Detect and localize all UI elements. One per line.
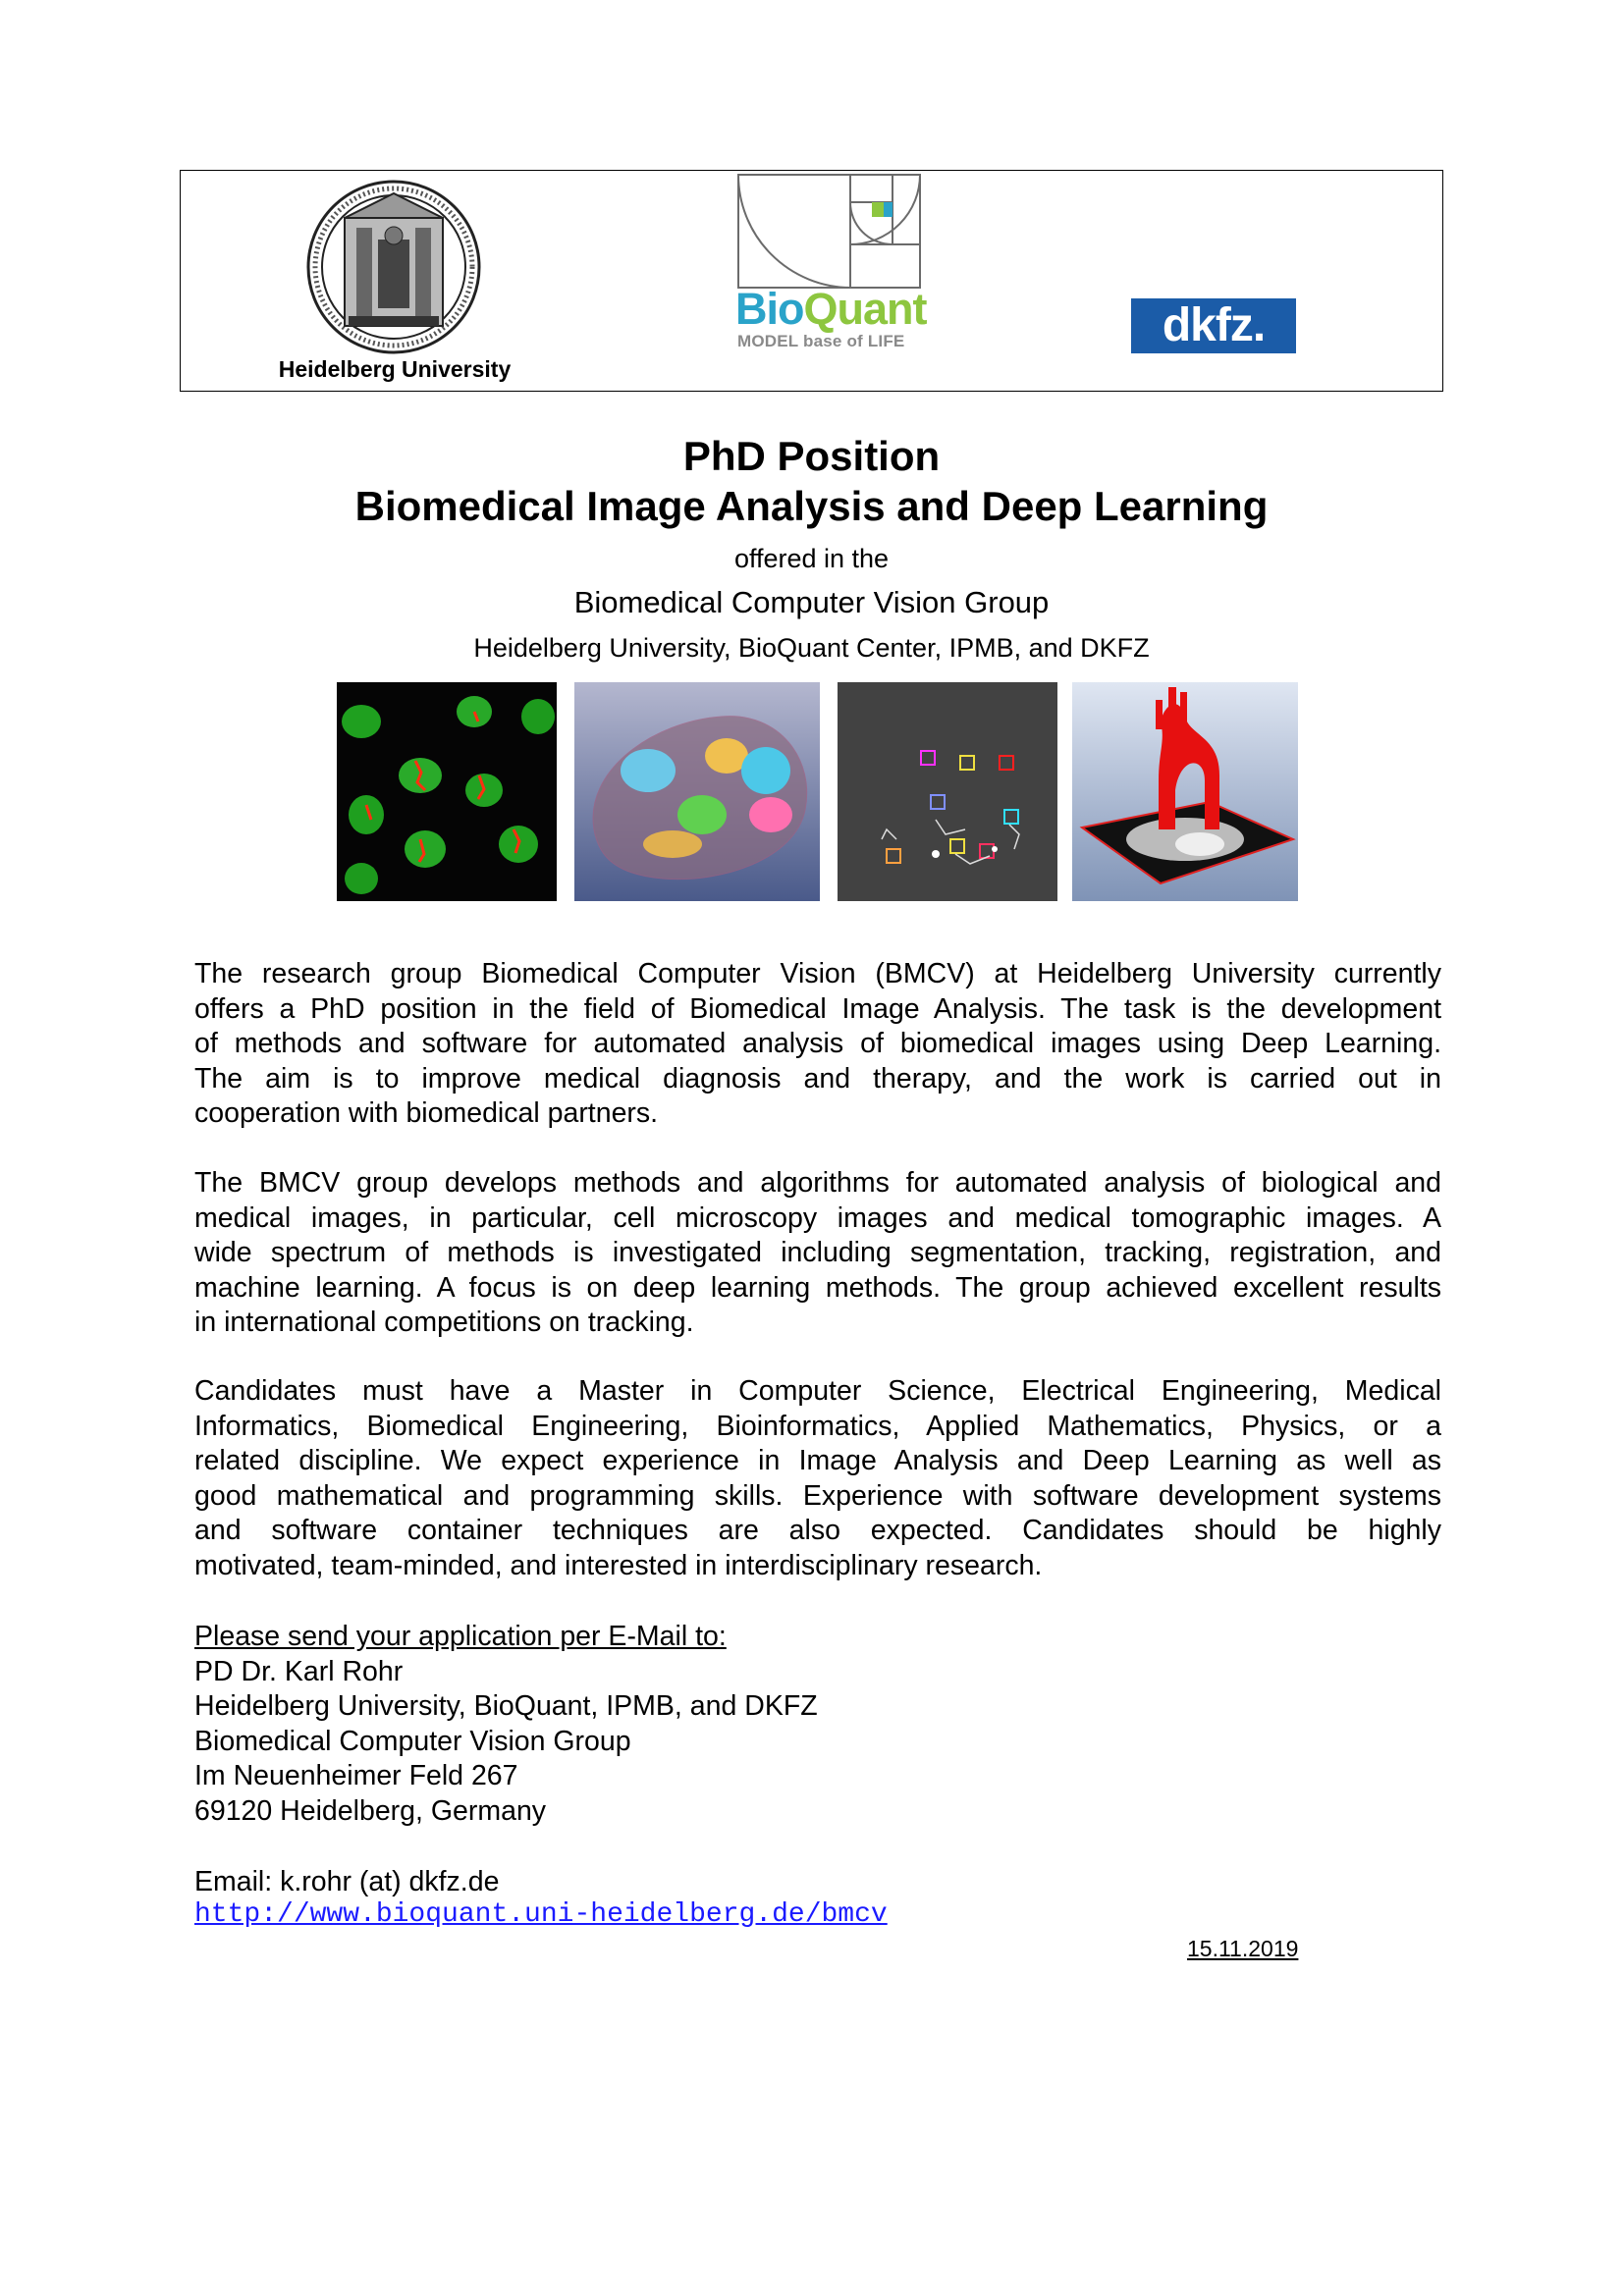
bioquant-wordmark: BioQuant bbox=[735, 284, 927, 334]
contact-street: Im Neuenheimer Feld 267 bbox=[194, 1760, 518, 1791]
cell-nuclei-image bbox=[337, 682, 557, 901]
title-line-2: Biomedical Image Analysis and Deep Learning bbox=[354, 483, 1269, 529]
paragraph-group: The BMCV group develops methods and algorithms for automated analysis of biological and medical images, in particular, cell microscopy images and medical tomographic images. A wide spectrum of methods is investigated including segmentation, tracking, registration, and machine learning. A focus is on deep learning methods. The group achieved excellent results in international competitions on tracking. bbox=[194, 1167, 1441, 1338]
aorta-3d-reconstruction-image bbox=[1072, 682, 1298, 901]
contact-institution: Heidelberg University, BioQuant, IPMB, and DKFZ bbox=[194, 1690, 818, 1722]
group-name: Biomedical Computer Vision Group bbox=[573, 585, 1050, 619]
offered-text: offered in the bbox=[733, 544, 890, 573]
paragraph-intro: The research group Biomedical Computer Vision (BMCV) at Heidelberg University currently offers a PhD position in the field of Biomedical Image Analysis. The task is the development of methods and software for automated analysis of biomedical images using Deep Learning. The aim is to improve medical diagnosis and therapy, and the work is carried out in cooperation with biomedical partners. bbox=[194, 958, 1441, 1129]
contact-city: 69120 Heidelberg, Germany bbox=[194, 1794, 547, 1827]
contact-address bbox=[194, 1620, 818, 1829]
university-caption: Heidelberg University bbox=[278, 356, 512, 382]
contact-name: PD Dr. Karl Rohr bbox=[194, 1655, 404, 1687]
bioquant-tagline: MODEL base of LIFE bbox=[737, 332, 905, 350]
group-website-link[interactable]: http://www.bioquant.uni-heidelberg.de/bmcv bbox=[194, 1899, 888, 1930]
bioquant-fibonacci-icon bbox=[737, 174, 921, 289]
logo-header-box bbox=[180, 170, 1443, 392]
heidelberg-university-seal-icon bbox=[305, 179, 482, 355]
contact-group: Biomedical Computer Vision Group bbox=[194, 1725, 631, 1757]
title-line-1: PhD Position bbox=[682, 433, 941, 479]
dkfz-logo: dkfz. bbox=[1131, 298, 1296, 353]
contact-heading: Please send your application per E-Mail to: bbox=[194, 1621, 727, 1652]
cell-tracking-image bbox=[838, 682, 1057, 901]
document-date: 15.11.2019 bbox=[1187, 1936, 1299, 1961]
contact-email: Email: k.rohr (at) dkfz.de bbox=[194, 1866, 500, 1897]
cell-3d-segmentation-image bbox=[574, 682, 820, 901]
paragraph-requirements: Candidates must have a Master in Computer Science, Electrical Engineering, Medical Informatics, Biomedical Engineering, Bioinformatics, Applied Mathematics, Physics, or a related discipline. We expect experience in Image Analysis and Deep Learning as well as good mathematical and programming skills. Experience with software development systems and software container techniques are also expected. Candidates should be highly motivated, team-minded, and interested in interdisciplinary research. bbox=[194, 1375, 1441, 1581]
affiliations: Heidelberg University, BioQuant Center, IPMB, and DKFZ bbox=[473, 633, 1150, 663]
